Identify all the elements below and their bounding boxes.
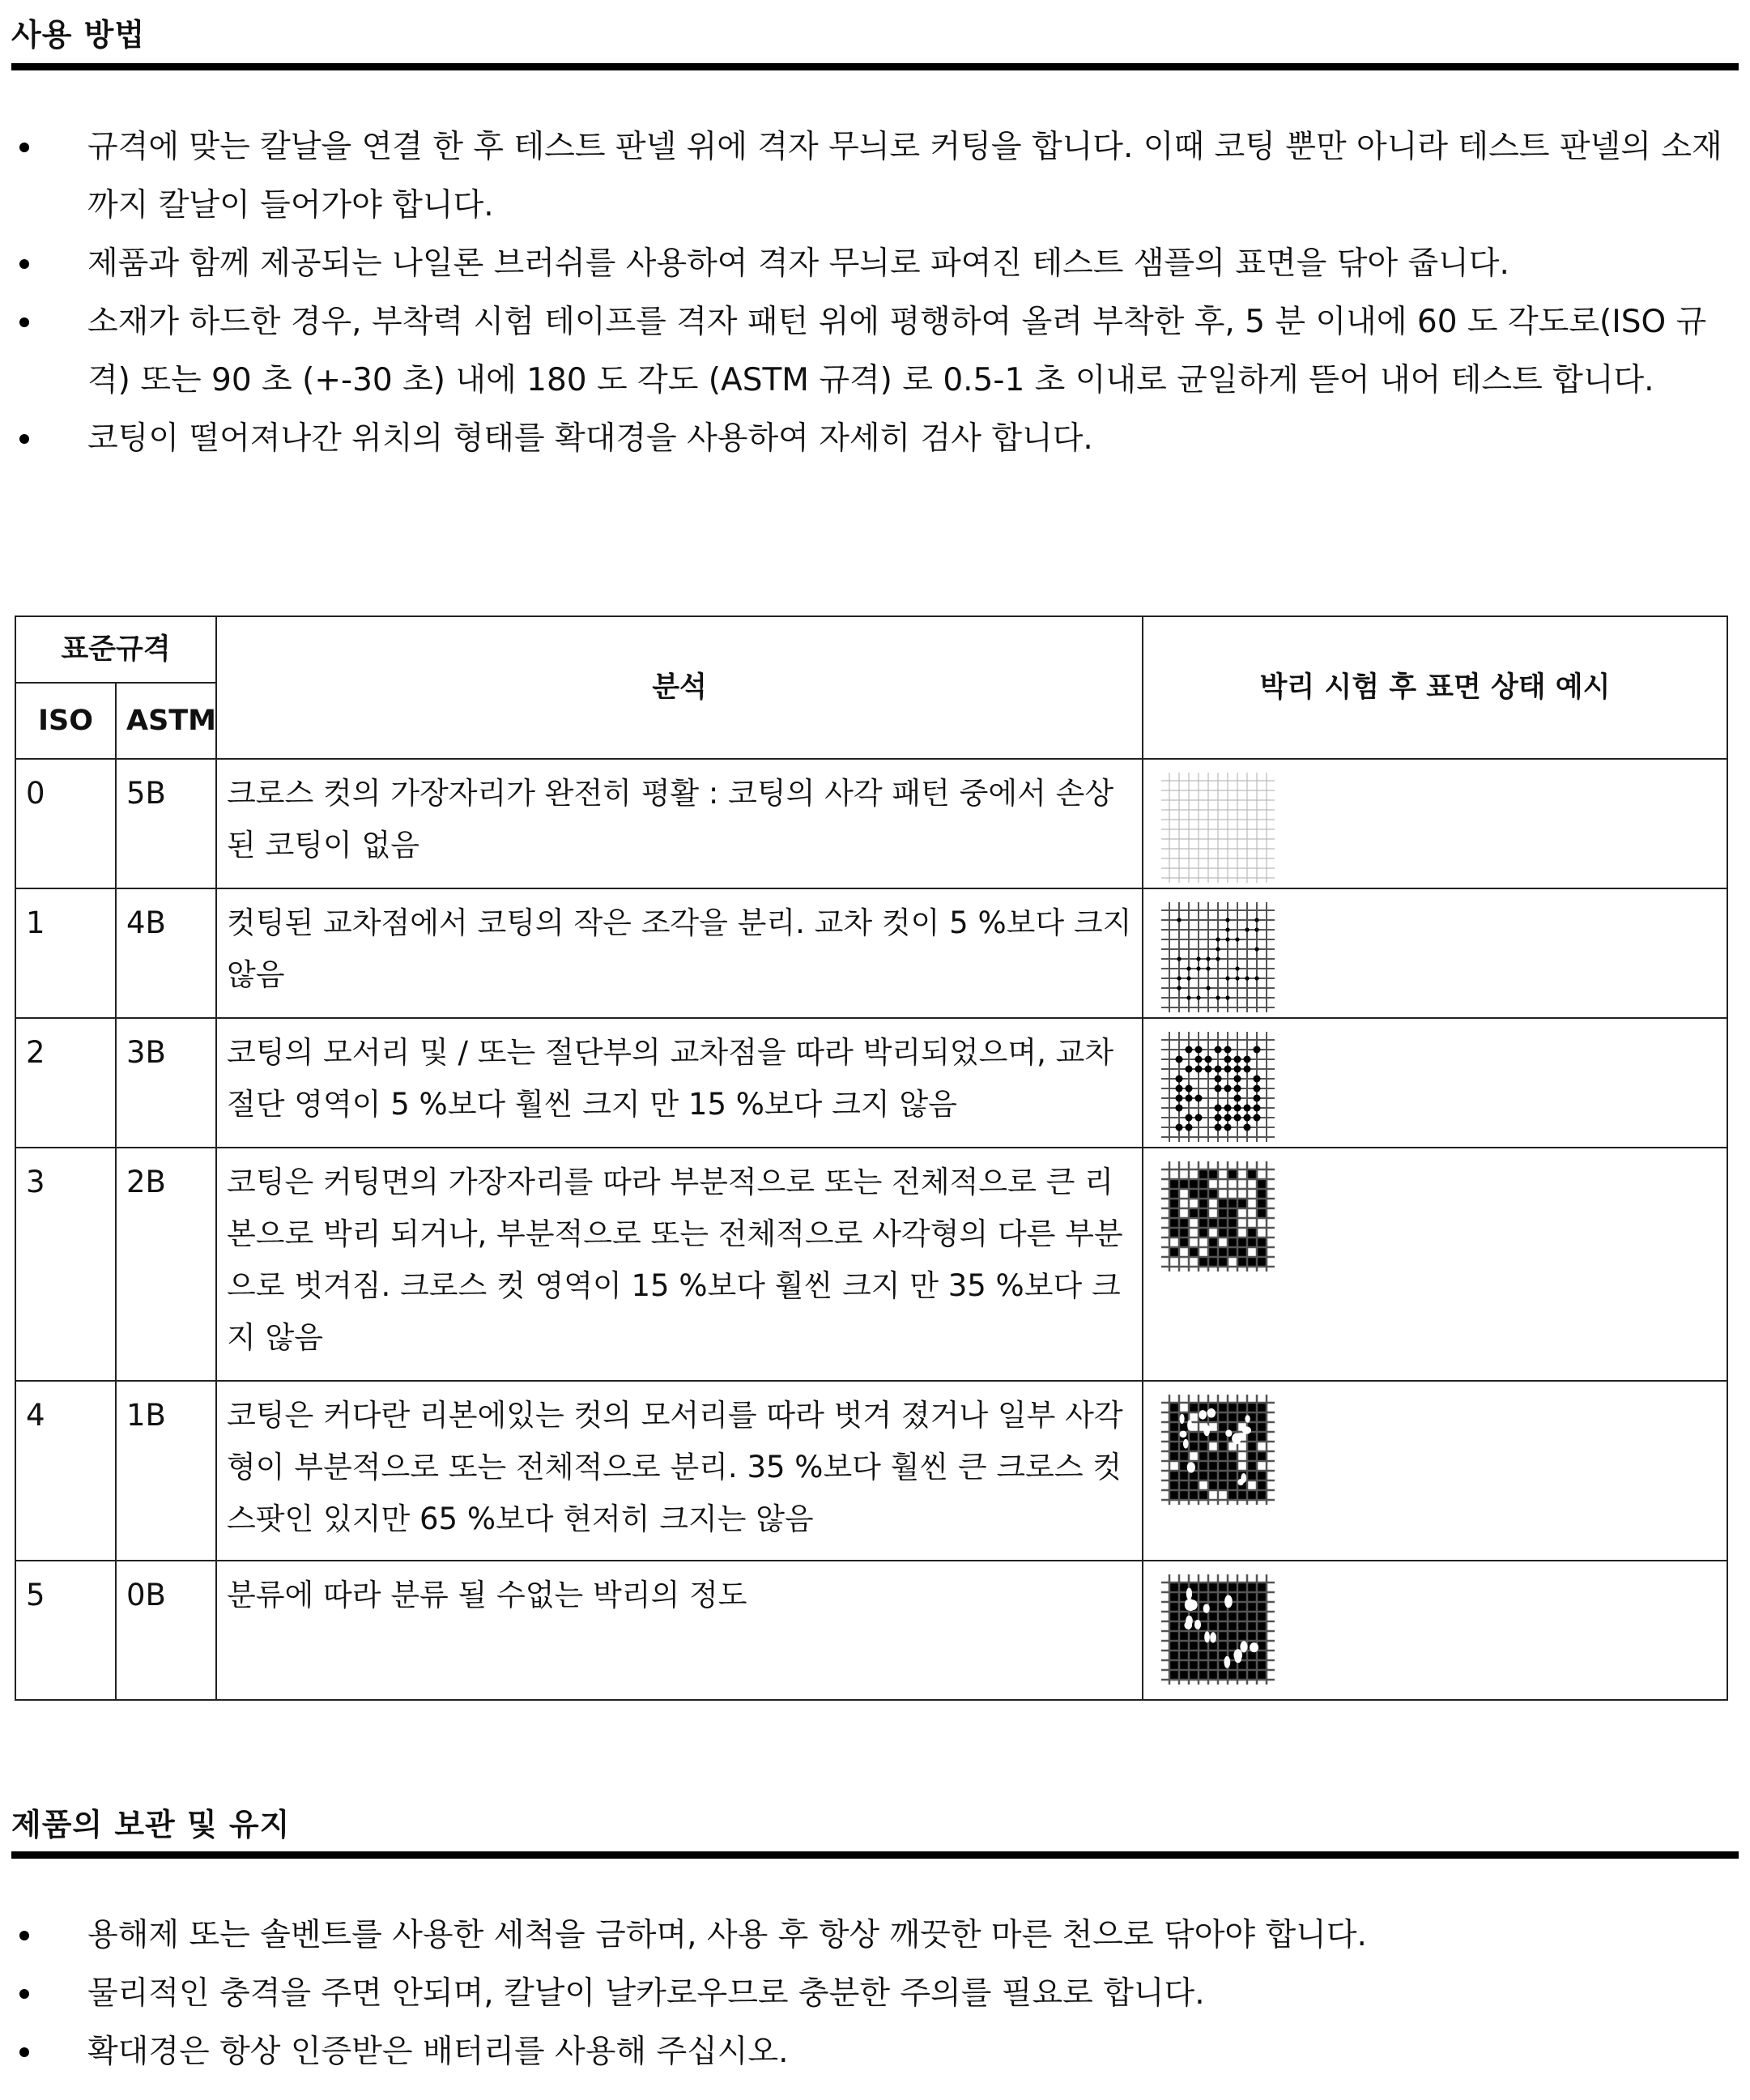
iso-cell: 1 <box>15 888 116 1018</box>
analysis-cell: 크로스 컷의 가장자리가 완전히 평활 : 코팅의 사각 패턴 중에서 손상된 코팅이 없음 <box>216 759 1143 888</box>
header-standard: 표준규격 <box>15 616 216 683</box>
astm-cell: 4B <box>116 888 216 1018</box>
list-item <box>11 118 1728 235</box>
bullet-icon <box>19 317 29 327</box>
bullet-icon <box>19 143 29 152</box>
iso-cell: 3 <box>15 1148 116 1381</box>
crosscut-sample-image <box>1155 1029 1276 1142</box>
bullet-icon <box>19 1931 29 1940</box>
header-analysis: 분석 <box>216 616 1143 759</box>
analysis-cell: 코팅의 모서리 및 / 또는 절단부의 교차점을 따라 박리되었으며, 교차 절단 영역이 5 %보다 훨씬 크지 만 15 %보다 크지 않음 <box>216 1018 1143 1148</box>
astm-cell: 1B <box>116 1381 216 1561</box>
usage-heading: 사용 방법 <box>11 17 146 53</box>
example-cell <box>1143 759 1727 888</box>
astm-cell: 2B <box>116 1148 216 1381</box>
list-item <box>11 1965 1728 2023</box>
storage-text: 물리적인 충격을 주면 안되며, 칼날이 날카로우므로 충분한 주의를 필요로 합니다. <box>87 1975 1205 2012</box>
crosscut-sample-image <box>1155 1391 1276 1505</box>
analysis-cell: 코팅은 커팅면의 가장자리를 따라 부분적으로 또는 전체적으로 큰 리본으로 박리 되거나, 부분적으로 또는 전체적으로 사각형의 다른 부분으로 벗겨짐. 크로스 컷 영역이 15 %보다 훨씬 크지 만 35 %보다 크지 않음 <box>216 1148 1143 1381</box>
usage-text: 규격에 맞는 칼날을 연결 한 후 테스트 판넬 위에 격자 무늬로 커팅을 합니다. 이때 코팅 뿐만 아니라 테스트 판넬의 소재 까지 칼날이 들어가야 합니다. <box>87 129 1722 224</box>
iso-cell: 4 <box>15 1381 116 1561</box>
analysis-cell: 컷팅된 교차점에서 코팅의 작은 조각을 분리. 교차 컷이 5 %보다 크지 않음 <box>216 888 1143 1018</box>
table-row <box>15 1148 1727 1381</box>
usage-divider <box>11 63 1739 70</box>
table-row <box>15 1561 1727 1700</box>
usage-text: 제품과 함께 제공되는 나일론 브러쉬를 사용하여 격자 무늬로 파여진 테스트 샘플의 표면을 닦아 줍니다. <box>87 245 1509 282</box>
header-iso: ISO <box>15 683 116 759</box>
storage-text: 용해제 또는 솔벤트를 사용한 세척을 금하며, 사용 후 항상 깨끗한 마른 천으로 닦아야 합니다. <box>87 1917 1367 1953</box>
example-cell <box>1143 1148 1727 1381</box>
usage-list <box>11 118 1728 468</box>
bullet-icon <box>19 259 29 269</box>
crosscut-sample-image <box>1155 1158 1276 1272</box>
storage-text: 확대경은 항상 인증받은 배터리를 사용해 주십시오. <box>87 2034 789 2070</box>
storage-divider <box>11 1851 1739 1859</box>
header-example: 박리 시험 후 표면 상태 예시 <box>1143 616 1727 759</box>
astm-cell: 0B <box>116 1561 216 1700</box>
usage-text: 소재가 하드한 경우, 부착력 시험 테이프를 격자 패턴 위에 평행하여 올려 부착한 후, 5 분 이내에 60 도 각도로(ISO 규격) 또는 90 초 (+-30 초) 내에 180 도 각도 (ASTM 규격) 로 0.5-1 초 이내로 균일하게 뜯어 내어 테스트 합니다. <box>87 304 1707 398</box>
astm-cell: 5B <box>116 759 216 888</box>
header-astm: ASTM <box>116 683 216 759</box>
bullet-icon <box>19 2047 29 2057</box>
table-row <box>15 1018 1727 1148</box>
table-row <box>15 1381 1727 1561</box>
classification-table <box>15 616 1728 1701</box>
storage-list <box>11 1906 1728 2081</box>
astm-cell: 3B <box>116 1018 216 1148</box>
iso-cell: 0 <box>15 759 116 888</box>
crosscut-sample-image <box>1155 769 1276 883</box>
crosscut-sample-image <box>1155 1571 1276 1685</box>
iso-cell: 2 <box>15 1018 116 1148</box>
analysis-cell: 코팅은 커다란 리본에있는 컷의 모서리를 따라 벗겨 졌거나 일부 사각형이 부분적으로 또는 전체적으로 분리. 35 %보다 훨씬 큰 크로스 컷 스팟인 있지만 65 %보다 현저히 크지는 않음 <box>216 1381 1143 1561</box>
example-cell <box>1143 1018 1727 1148</box>
list-item <box>11 2023 1728 2081</box>
crosscut-sample-image <box>1155 899 1276 1012</box>
usage-text: 코팅이 떨어져나간 위치의 형태를 확대경을 사용하여 자세히 검사 합니다. <box>87 420 1093 457</box>
analysis-cell: 분류에 따라 분류 될 수없는 박리의 정도 <box>216 1561 1143 1700</box>
storage-heading: 제품의 보관 및 유지 <box>11 1807 291 1842</box>
bullet-icon <box>19 1989 29 1999</box>
list-item <box>11 410 1728 468</box>
bullet-icon <box>19 434 29 444</box>
list-item <box>11 1906 1728 1965</box>
example-cell <box>1143 1381 1727 1561</box>
list-item <box>11 235 1728 293</box>
list-item <box>11 293 1728 410</box>
example-cell <box>1143 888 1727 1018</box>
table-row <box>15 759 1727 888</box>
table-row <box>15 888 1727 1018</box>
example-cell <box>1143 1561 1727 1700</box>
iso-cell: 5 <box>15 1561 116 1700</box>
